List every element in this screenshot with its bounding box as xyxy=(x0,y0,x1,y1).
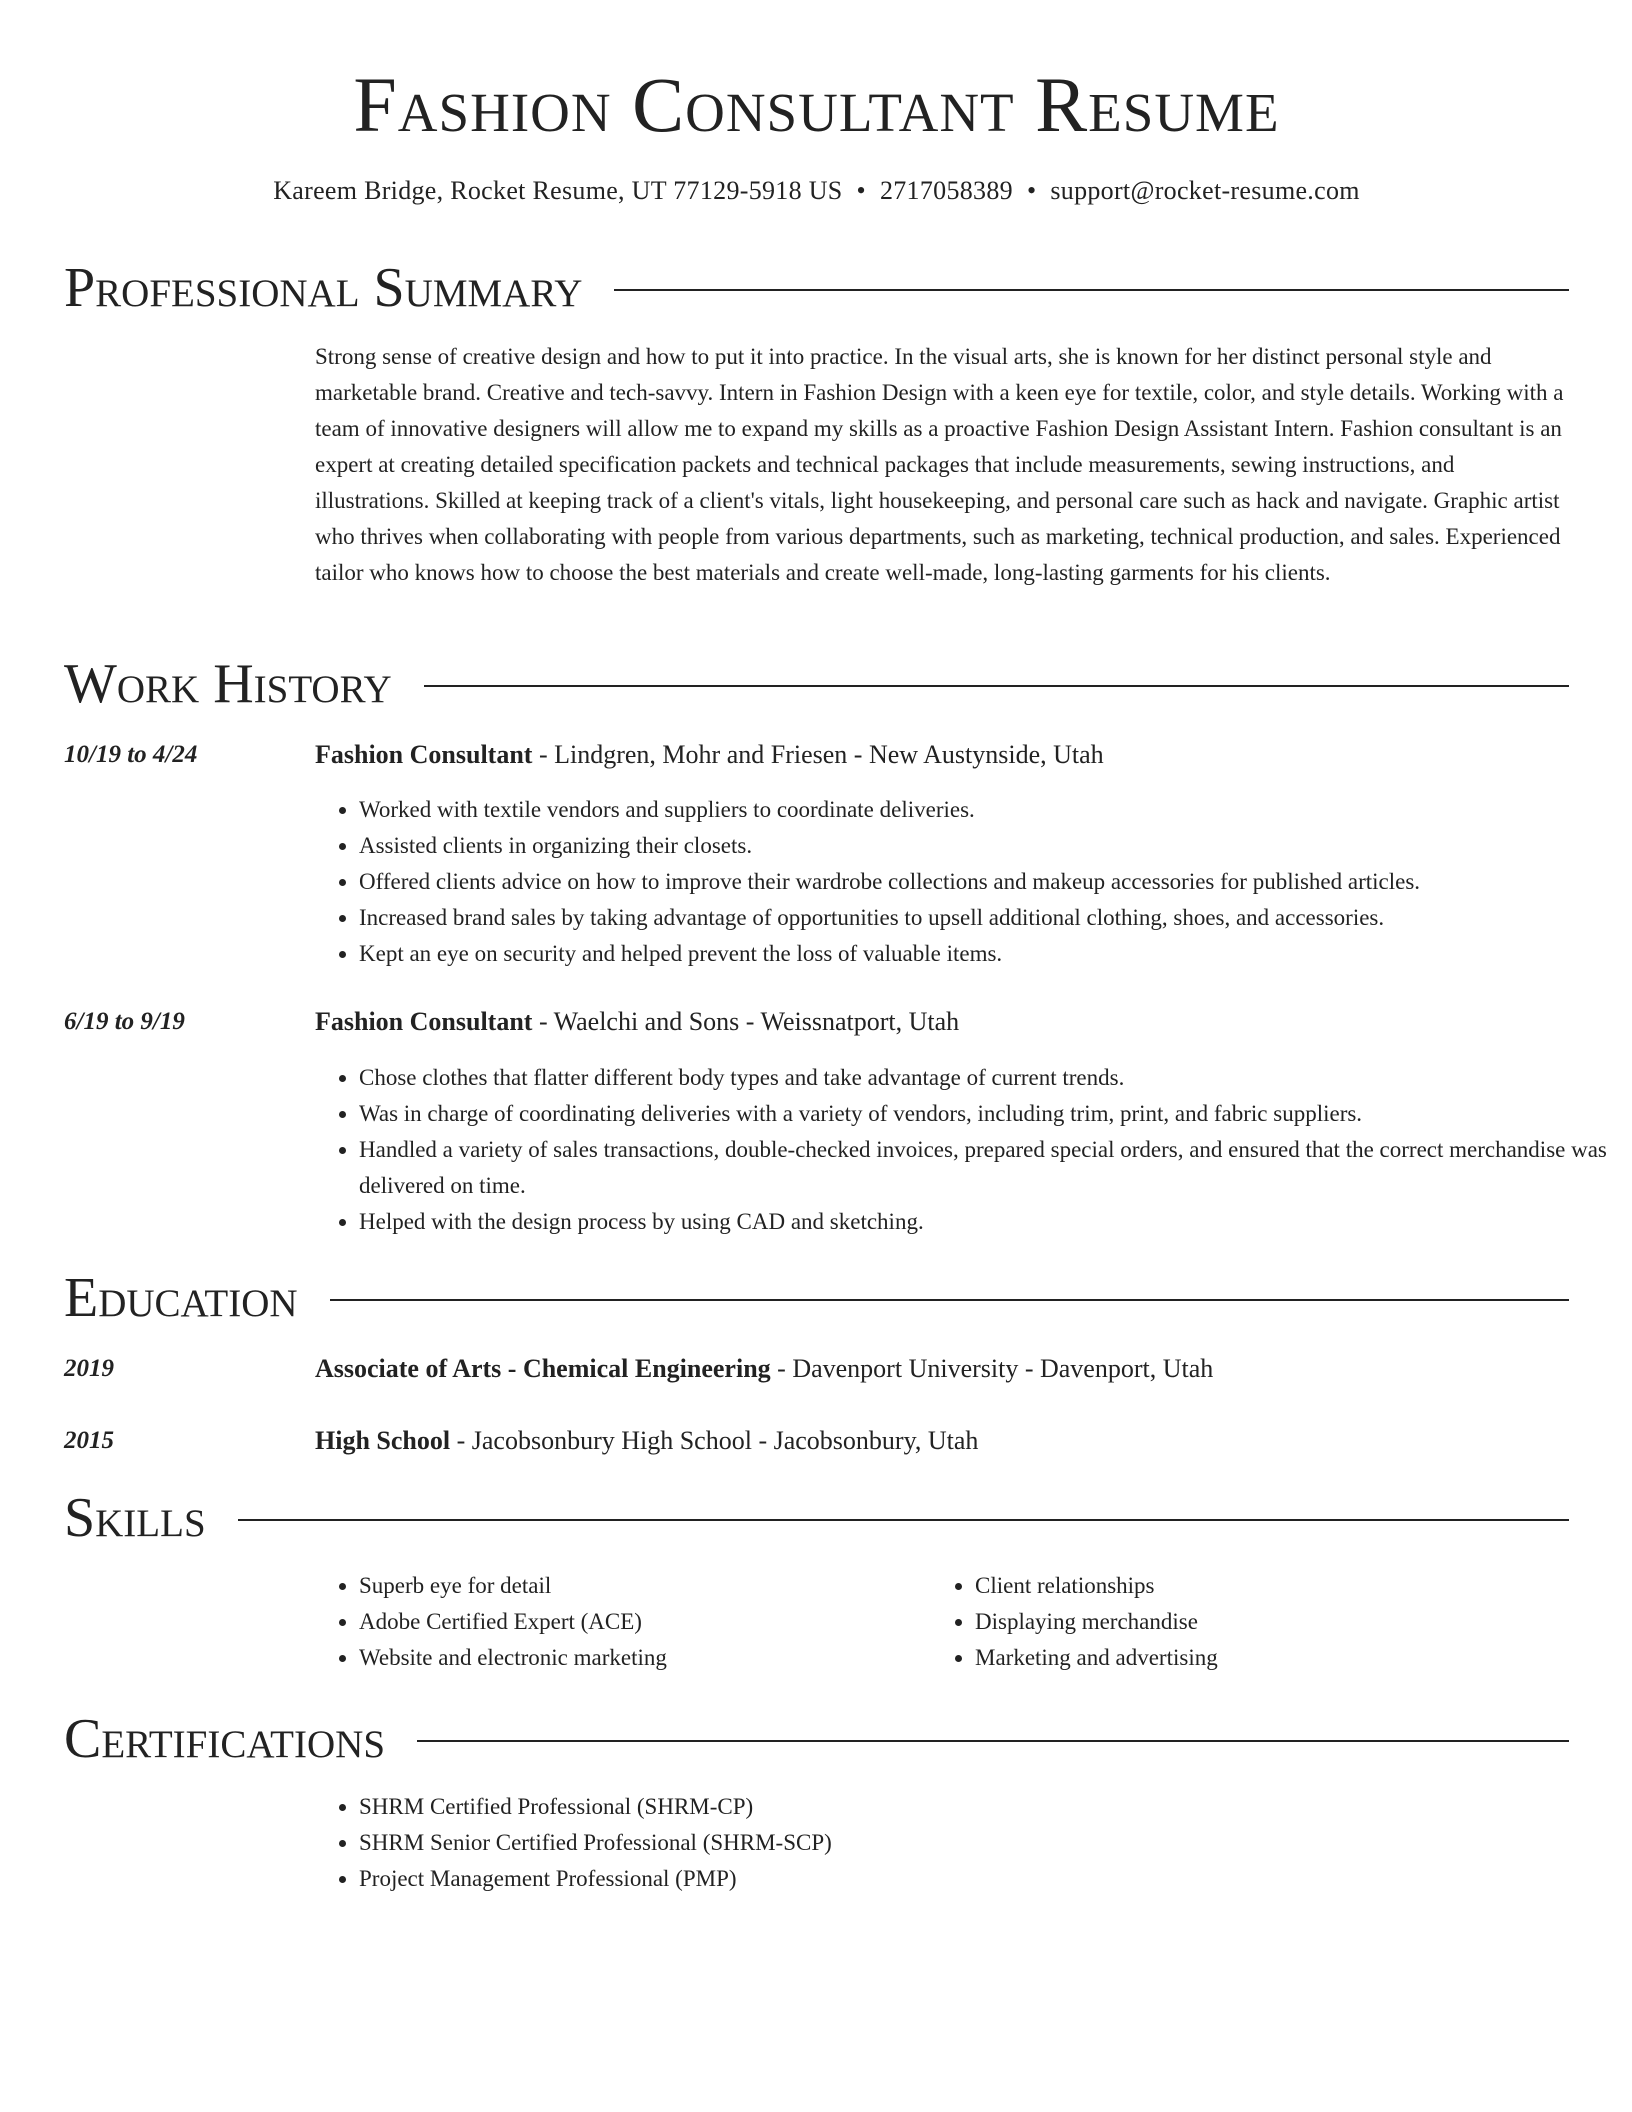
list-item: • Website and electronic marketing xyxy=(359,1640,939,1676)
contact-line xyxy=(64,174,1569,208)
job-employer: - Lindgren, Mohr and Friesen - New Austynside, Utah xyxy=(532,740,1104,769)
list-item: • Kept an eye on security and helped prevent the loss of valuable items. xyxy=(359,936,1613,972)
contact-address: Kareem Bridge, Rocket Resume, UT 77129-5918 US xyxy=(273,176,843,205)
education-heading xyxy=(315,1351,1213,1387)
list-item: • Was in charge of coordinating deliveries with a variety of vendors, including trim, print, and fabric suppliers. xyxy=(359,1096,1613,1132)
list-item: • Superb eye for detail xyxy=(359,1568,939,1604)
job-entry xyxy=(64,1004,1569,1040)
education-entry xyxy=(64,1351,1569,1387)
job-dates: 6/19 to 9/19 xyxy=(64,1008,185,1035)
section-title-summary: Professional Summary xyxy=(64,257,583,319)
contact-phone: 2717058389 xyxy=(879,176,1013,205)
section-header-certifications xyxy=(64,1707,1569,1771)
list-item: • Marketing and advertising xyxy=(975,1640,1555,1676)
section-header-education xyxy=(64,1266,1569,1330)
list-item: • Assisted clients in organizing their closets. xyxy=(359,828,1613,864)
education-year: 2019 xyxy=(64,1355,114,1382)
job-title: Fashion Consultant xyxy=(315,1007,533,1036)
summary-text: Strong sense of creative design and how to put it into practice. In the visual arts, she is known for her distinct personal style and marketable brand. Creative and tech-savvy. Intern in Fashion Design with a keen eye for textile, color, and style details. Working with a team of innovative designers will allow me to expand my skills as a proactive Fashion Design Assistant Intern. Fashion consultant is an expert at creating detailed specification packets and technical packages that include measurements, sewing instructions, and illustrations. Skilled at keeping track of a client's vitals, light housekeeping, and personal care such as hack and navigate. Graphic artist who thrives when collaborating with people from various departments, such as marketing, technical production, and sales. Experienced tailor who knows how to choose the best materials and create well-made, long-lasting garments for his clients. xyxy=(315,344,1564,585)
job-heading xyxy=(315,1004,959,1040)
list-item: • SHRM Certified Professional (SHRM-CP) xyxy=(359,1789,1613,1825)
skills-list-left xyxy=(315,1568,939,1676)
education-degree: High School xyxy=(315,1426,451,1455)
section-divider xyxy=(238,1519,1569,1521)
list-item: • Adobe Certified Expert (ACE) xyxy=(359,1604,939,1640)
section-title-skills: Skills xyxy=(64,1487,206,1549)
job-bullets xyxy=(315,1060,1613,1240)
job-entry xyxy=(64,737,1569,773)
list-item: • Offered clients advice on how to improve their wardrobe collections and makeup accessories for published articles. xyxy=(359,864,1613,900)
list-item: • Displaying merchandise xyxy=(975,1604,1555,1640)
job-title: Fashion Consultant xyxy=(315,740,533,769)
education-school: - Jacobsonbury High School - Jacobsonbury, Utah xyxy=(450,1426,979,1455)
job-bullets xyxy=(315,792,1613,972)
skills-list-right xyxy=(931,1568,1555,1676)
education-school: - Davenport University - Davenport, Utah xyxy=(770,1354,1214,1383)
list-item: • Worked with textile vendors and suppliers to coordinate deliveries. xyxy=(359,792,1613,828)
contact-email: support@rocket-resume.com xyxy=(1050,176,1360,205)
list-item: • Client relationships xyxy=(975,1568,1555,1604)
education-degree: Associate of Arts - Chemical Engineering xyxy=(315,1354,771,1383)
job-dates: 10/19 to 4/24 xyxy=(64,741,198,768)
section-title-work: Work History xyxy=(64,653,392,715)
education-year: 2015 xyxy=(64,1427,114,1454)
section-divider xyxy=(614,289,1569,291)
section-header-summary xyxy=(64,256,1569,320)
list-item: • Project Management Professional (PMP) xyxy=(359,1861,1613,1897)
section-divider xyxy=(424,685,1569,687)
education-heading xyxy=(315,1423,978,1459)
section-title-education: Education xyxy=(64,1267,298,1329)
section-header-work xyxy=(64,652,1569,716)
list-item: • Handled a variety of sales transactions, double-checked invoices, prepared special orders, and ensured that the correct merchandise was delivered on time. xyxy=(359,1132,1613,1204)
section-divider xyxy=(417,1740,1569,1742)
list-item: • Increased brand sales by taking advantage of opportunities to upsell additional clothing, shoes, and accessories. xyxy=(359,900,1613,936)
section-title-certifications: Certifications xyxy=(64,1708,386,1770)
section-divider xyxy=(330,1299,1569,1301)
contact-separator: • xyxy=(1026,176,1037,205)
list-item: • Chose clothes that flatter different body types and take advantage of current trends. xyxy=(359,1060,1613,1096)
certifications-list xyxy=(315,1789,1613,1897)
list-item: • SHRM Senior Certified Professional (SHRM-SCP) xyxy=(359,1825,1613,1861)
section-header-skills xyxy=(64,1486,1569,1550)
resume-title: Fashion Consultant Resume xyxy=(353,61,1280,148)
contact-separator: • xyxy=(856,176,866,205)
education-entry xyxy=(64,1423,1569,1459)
job-employer: - Waelchi and Sons - Weissnatport, Utah xyxy=(532,1007,960,1036)
list-item: • Helped with the design process by using CAD and sketching. xyxy=(359,1204,1613,1240)
job-heading xyxy=(315,737,1104,773)
